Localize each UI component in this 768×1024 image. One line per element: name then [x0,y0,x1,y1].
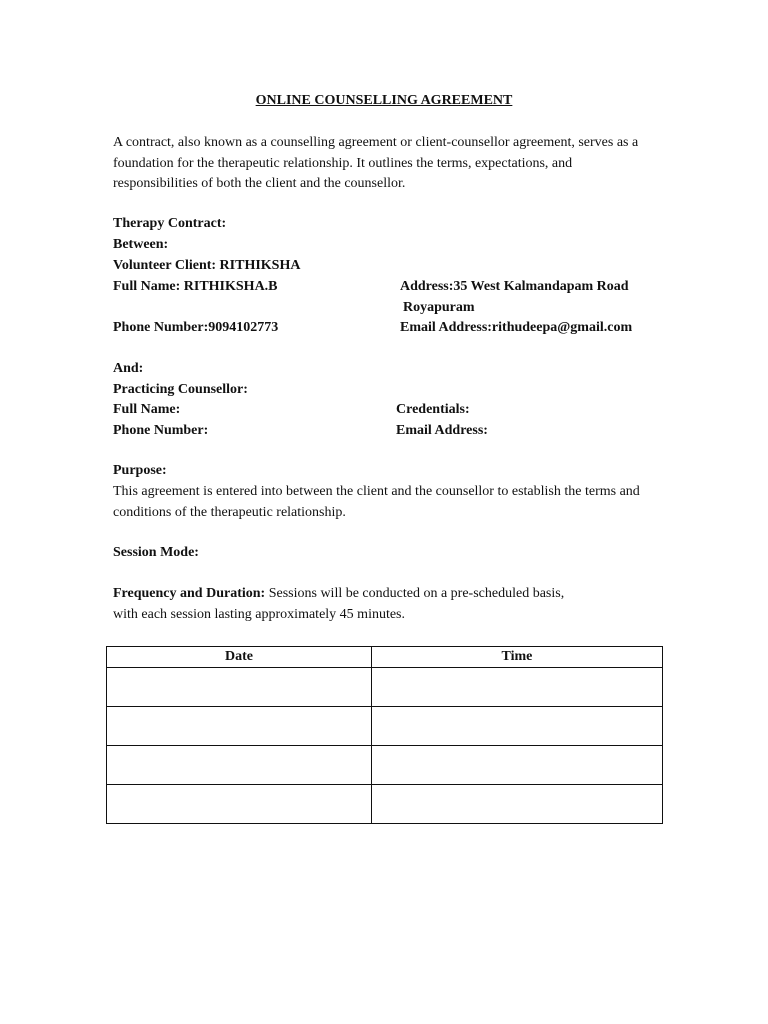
date-cell [107,785,372,824]
practicing-counsellor-heading: Practicing Counsellor: [113,382,248,397]
counsellor-full-name: Full Name: [113,402,181,417]
date-cell [107,746,372,785]
client-address-line1: Address:35 West Kalmandapam Road [400,279,629,294]
volunteer-client: Volunteer Client: RITHIKSHA [113,258,301,273]
date-column-header: Date [107,647,372,668]
session-mode-label: Session Mode: [113,545,199,560]
therapy-contract-heading: Therapy Contract: [113,216,227,231]
client-email: Email Address:rithudeepa@gmail.com [400,320,633,335]
table-row [107,785,663,824]
client-phone: Phone Number:9094102773 [113,320,279,335]
time-cell [371,707,662,746]
schedule-header-row [107,647,663,668]
schedule-table [106,646,663,824]
table-row [107,668,663,707]
time-cell [371,746,662,785]
time-cell [371,785,662,824]
frequency-label: Frequency and Duration: [113,586,266,601]
frequency-line1 [113,584,564,604]
client-address-line2: Royapuram [403,300,475,315]
between-label: Between: [113,237,169,252]
time-column-header: Time [371,647,662,668]
date-cell [107,707,372,746]
table-row [107,707,663,746]
purpose-text: This agreement is entered into between the client and the counsellor to establish the terms and conditions of the therapeutic relationship. [113,484,640,520]
purpose-heading: Purpose: [113,463,167,478]
frequency-text-line1: Sessions will be conducted on a pre-scheduled basis, [265,586,565,601]
frequency-text-line2: with each session lasting approximately 45 minutes. [113,607,406,622]
client-full-name: Full Name: RITHIKSHA.B [113,279,278,294]
document-title: ONLINE COUNSELLING AGREEMENT [255,93,513,108]
date-cell [107,668,372,707]
intro-paragraph: A contract, also known as a counselling agreement or client-counsellor agreement, serves as a foundation for the therapeutic relationship. It outlines the terms, expectations, and responsibilities of both the client and the counsellor. [113,135,639,191]
counsellor-email: Email Address: [396,423,488,438]
time-cell [371,668,662,707]
table-row [107,746,663,785]
counsellor-phone: Phone Number: [113,423,209,438]
counsellor-credentials: Credentials: [396,402,470,417]
and-label: And: [113,361,144,376]
